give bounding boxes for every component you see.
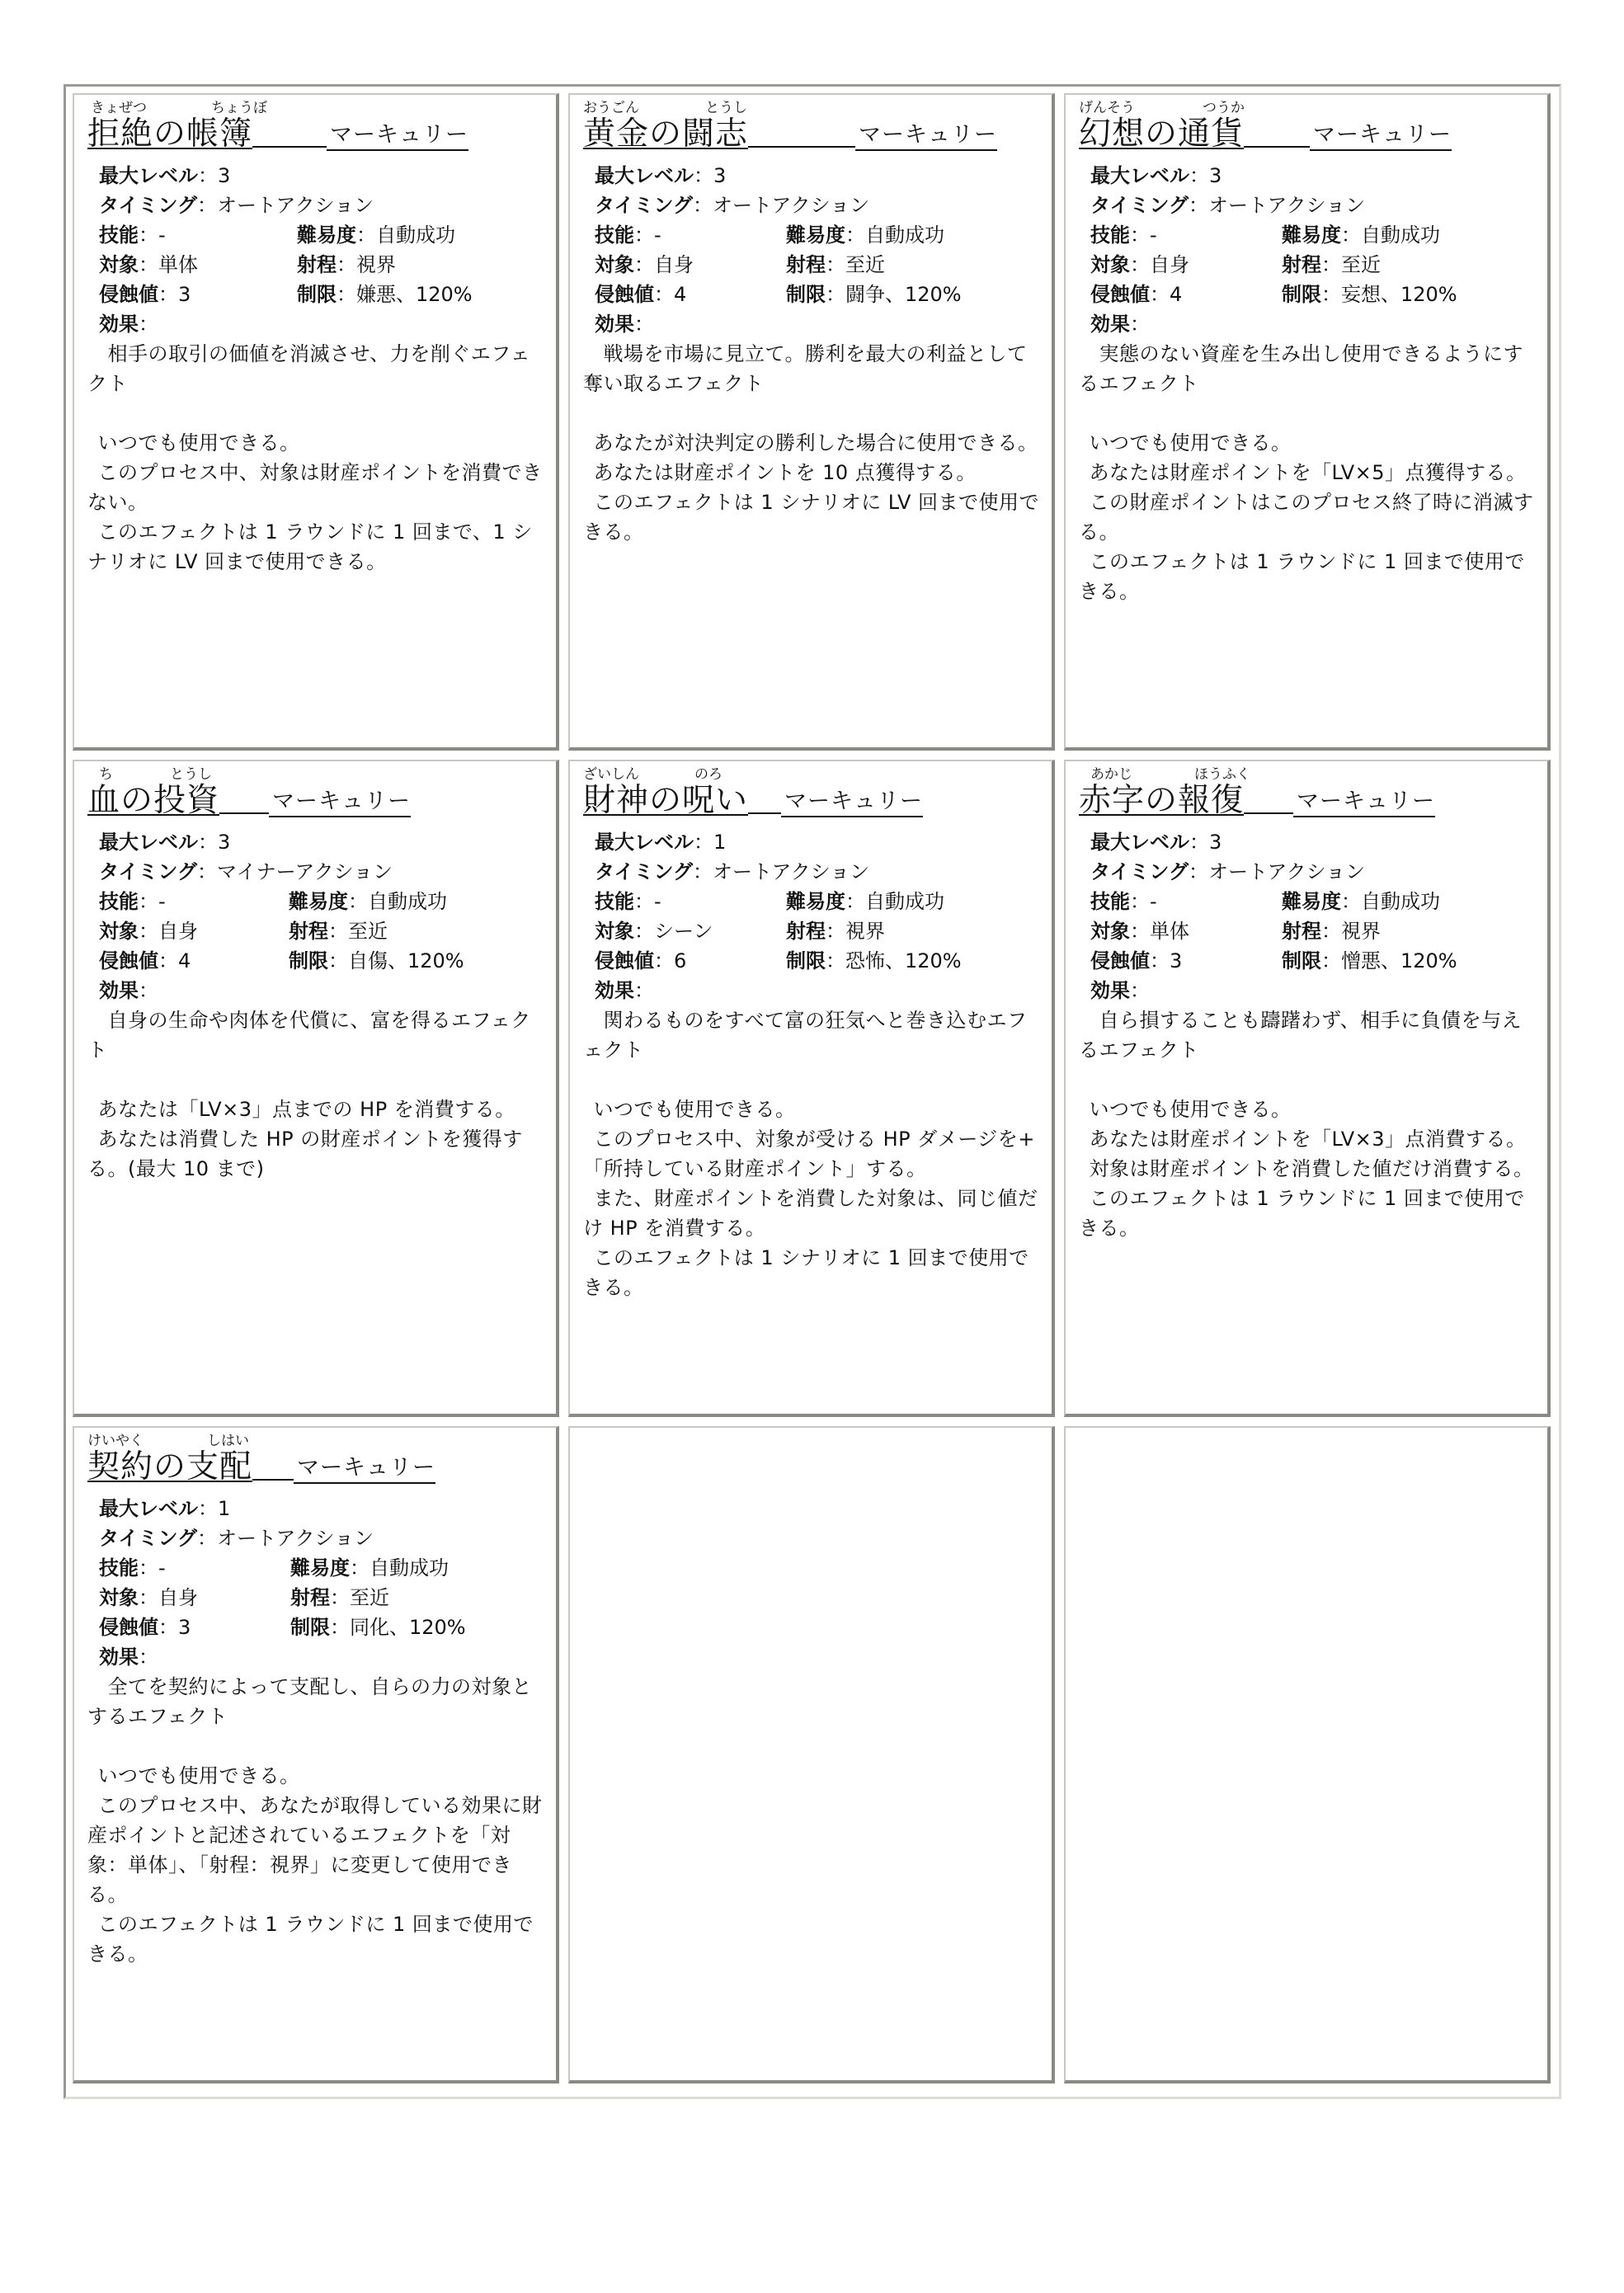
furigana-text: ざいしん <box>583 766 639 783</box>
effect-text <box>87 339 549 577</box>
stat-max-level: 最大レベル：3 <box>1090 831 1222 854</box>
effect-title: 契約の支配 <box>87 1448 253 1486</box>
stat-effect-label: 効果： <box>595 979 654 1002</box>
class-name: マーキュリー <box>327 121 468 151</box>
flavor-text: 自ら損することも躊躇わず、相手に負債を与えるエフェクト <box>1079 1009 1523 1062</box>
flavor-text: 関わるものをすべて富の狂気へと巻き込むエフェクト <box>583 1009 1028 1062</box>
stat-target-range: 対象：単体 射程：視界 <box>99 253 396 276</box>
effect-title: 赤字の報復 <box>1079 782 1245 819</box>
stat-effect-label: 効果： <box>595 313 654 336</box>
effect-line: この財産ポイントはこのプロセス終了時に消滅する。 <box>1079 491 1534 544</box>
title-underline-extension <box>748 806 781 814</box>
effect-lines <box>583 1095 1045 1302</box>
effect-line: このエフェクトは 1 ラウンドに 1 回まで使用できる。 <box>1079 550 1525 603</box>
stat-max-level: 最大レベル：3 <box>1090 164 1222 187</box>
stat-target-range: 対象：自身 射程：至近 <box>1090 253 1381 276</box>
stat-erosion-limit: 侵蝕値：3 制限：同化、120% <box>99 1616 466 1639</box>
stat-target-range: 対象：自身 射程：至近 <box>595 253 885 276</box>
effect-line: このプロセス中、あなたが取得している効果に財産ポイントと記述されているエフェクトを「対象：単体」、「射程：視界」に変更して使用できる。 <box>87 1794 543 1906</box>
effect-card-3 <box>1064 93 1551 751</box>
effect-title: 財神の呪い <box>583 782 749 819</box>
effect-title: 幻想の通貨 <box>1079 115 1245 153</box>
furigana-text: ほうふく <box>1194 766 1250 783</box>
stat-block <box>99 161 473 339</box>
stat-skill-difficulty: 技能：- 難易度：自動成功 <box>99 1556 449 1580</box>
stat-erosion-limit: 侵蝕値：6 制限：恐怖、120% <box>595 949 962 972</box>
effect-card-5 <box>568 760 1055 1417</box>
flavor-text: 戦場を市場に見立て。勝利を最大の利益として奪い取るエフェクト <box>583 342 1028 395</box>
stat-max-level: 最大レベル：1 <box>595 831 727 854</box>
stat-block <box>595 161 962 339</box>
card-header <box>87 766 549 824</box>
title-row <box>583 781 923 821</box>
class-name: マーキュリー <box>269 788 411 817</box>
effect-lines <box>1079 1095 1541 1243</box>
stat-erosion-limit: 侵蝕値：4 制限：闘争、120% <box>595 283 962 306</box>
stat-skill-difficulty: 技能：- 難易度：自動成功 <box>595 224 944 247</box>
card-header <box>1079 766 1541 824</box>
title-underline-extension <box>748 139 855 148</box>
effect-line: このエフェクトは 1 シナリオに 1 回まで使用できる。 <box>583 1246 1029 1299</box>
effect-title: 血の投資 <box>87 782 220 819</box>
class-name: マーキュリー <box>1293 788 1435 817</box>
effect-line: いつでも使用できる。 <box>87 1764 300 1787</box>
title-row <box>87 1448 435 1487</box>
stat-timing: タイミング：オートアクション <box>1090 860 1366 883</box>
effect-lines <box>87 428 549 577</box>
stat-effect-label: 効果： <box>99 1646 158 1669</box>
title-underline-extension <box>1244 139 1310 148</box>
stat-block <box>1090 827 1457 1005</box>
stat-target-range: 対象：単体 射程：視界 <box>1090 920 1381 943</box>
effect-card-7 <box>73 1426 559 2083</box>
stat-skill-difficulty: 技能：- 難易度：自動成功 <box>595 890 944 913</box>
stat-effect-label: 効果： <box>1090 313 1150 336</box>
effect-text <box>583 339 1045 547</box>
card-sheet <box>64 84 1561 2099</box>
effect-card-1 <box>73 93 559 751</box>
effect-line: あなたは財産ポイントを「LV×3」点消費する。 <box>1079 1128 1527 1151</box>
furigana-text: きょぜつ <box>91 100 147 116</box>
effect-title: 拒絶の帳簿 <box>87 115 253 153</box>
stat-target-range: 対象：自身 射程：至近 <box>99 920 388 943</box>
stat-erosion-limit: 侵蝕値：3 制限：憎悪、120% <box>1090 949 1457 972</box>
stat-block <box>1090 161 1457 339</box>
title-underline-extension <box>1244 806 1293 814</box>
effect-line: あなたが対決判定の勝利した場合に使用できる。 <box>583 431 1038 454</box>
flavor-text: 自身の生命や肉体を代償に、富を得るエフェクト <box>87 1009 531 1062</box>
effect-line: このエフェクトは 1 ラウンドに 1 回まで、1 シナリオに LV 回まで使用できる。 <box>87 520 533 573</box>
flavor-text: 全てを契約によって支配し、自らの力の対象とするエフェクト <box>87 1675 532 1728</box>
stat-timing: タイミング：オートアクション <box>99 194 374 217</box>
title-underline-extension <box>252 139 327 148</box>
stat-block <box>99 1494 466 1672</box>
stat-target-range: 対象：自身 射程：至近 <box>99 1586 389 1609</box>
class-name: マーキュリー <box>855 121 997 151</box>
effect-line: いつでも使用できる。 <box>1079 431 1292 454</box>
empty-card-slot <box>1064 1426 1551 2083</box>
title-underline-extension <box>219 806 269 814</box>
card-header <box>1079 100 1541 158</box>
effect-line: このエフェクトは 1 ラウンドに 1 回まで使用できる。 <box>1079 1187 1525 1240</box>
effect-lines <box>583 428 1045 547</box>
stat-timing: タイミング：オートアクション <box>1090 194 1366 217</box>
class-name: マーキュリー <box>781 788 923 817</box>
furigana-text: とうし <box>705 100 747 116</box>
furigana-text: おうごん <box>583 100 639 116</box>
title-row <box>583 115 997 154</box>
effect-line: このプロセス中、対象が受ける HP ダメージを+「所持している財産ポイント」する。 <box>583 1128 1035 1180</box>
effect-line: このエフェクトは 1 ラウンドに 1 回まで使用できる。 <box>87 1913 534 1966</box>
stat-skill-difficulty: 技能：- 難易度：自動成功 <box>1090 224 1440 247</box>
card-header <box>583 100 1045 158</box>
effect-line: また、財産ポイントを消費した対象は、同じ値だけ HP を消費する。 <box>583 1187 1038 1240</box>
effect-line: いつでも使用できる。 <box>87 431 300 454</box>
effect-line: このプロセス中、対象は財産ポイントを消費できない。 <box>87 461 543 514</box>
furigana-text: とうし <box>170 766 212 783</box>
flavor-text: 相手の取引の価値を消滅させ、力を削ぐエフェクト <box>87 342 531 395</box>
furigana-text: しはい <box>207 1433 249 1449</box>
stat-timing: タイミング：マイナーアクション <box>99 860 393 883</box>
effect-text <box>1079 1005 1541 1243</box>
title-row <box>87 781 411 821</box>
furigana-text: けいやく <box>87 1433 144 1449</box>
stat-target-range: 対象：シーン 射程：視界 <box>595 920 885 943</box>
effect-line: あなたは財産ポイントを 10 点獲得する。 <box>583 461 977 484</box>
title-row <box>87 115 468 154</box>
title-underline-extension <box>252 1472 294 1481</box>
furigana-text: つうか <box>1203 100 1245 116</box>
effect-text <box>87 1672 549 1969</box>
stat-timing: タイミング：オートアクション <box>595 194 870 217</box>
stat-timing: タイミング：オートアクション <box>595 860 870 883</box>
furigana-text: ち <box>99 766 113 783</box>
effect-line: このエフェクトは 1 シナリオに LV 回まで使用できる。 <box>583 491 1039 544</box>
stat-block <box>99 827 464 1005</box>
stat-max-level: 最大レベル：1 <box>99 1497 231 1520</box>
stat-timing: タイミング：オートアクション <box>99 1527 374 1550</box>
effect-card-6 <box>1064 760 1551 1417</box>
effect-line: いつでも使用できる。 <box>1079 1098 1292 1121</box>
effect-lines <box>1079 428 1541 606</box>
card-grid <box>73 93 1551 2083</box>
effect-text <box>583 1005 1045 1302</box>
flavor-text: 実態のない資産を生み出し使用できるようにするエフェクト <box>1079 342 1523 395</box>
stat-erosion-limit: 侵蝕値：3 制限：嫌悪、120% <box>99 283 473 306</box>
stat-skill-difficulty: 技能：- 難易度：自動成功 <box>99 224 455 247</box>
effect-line: あなたは消費した HP の財産ポイントを獲得する。(最大 10 まで) <box>87 1128 523 1180</box>
effect-card-4 <box>73 760 559 1417</box>
card-header <box>87 100 549 158</box>
title-row <box>1079 781 1435 821</box>
effect-text <box>87 1005 549 1184</box>
class-name: マーキュリー <box>1310 121 1452 151</box>
stat-skill-difficulty: 技能：- 難易度：自動成功 <box>99 890 447 913</box>
furigana-text: のろ <box>694 766 723 783</box>
stat-max-level: 最大レベル：3 <box>595 164 727 187</box>
effect-line: いつでも使用できる。 <box>583 1098 796 1121</box>
stat-effect-label: 効果： <box>99 979 158 1002</box>
stat-erosion-limit: 侵蝕値：4 制限：妄想、120% <box>1090 283 1457 306</box>
empty-card-slot <box>568 1426 1055 2083</box>
stat-effect-label: 効果： <box>99 313 158 336</box>
stat-erosion-limit: 侵蝕値：4 制限：自傷、120% <box>99 949 464 972</box>
furigana-text: ちょうぼ <box>211 100 267 116</box>
card-header <box>583 766 1045 824</box>
stat-max-level: 最大レベル：3 <box>99 164 231 187</box>
stat-block <box>595 827 962 1005</box>
effect-title: 黄金の闘志 <box>583 115 749 153</box>
class-name: マーキュリー <box>294 1454 435 1484</box>
effect-card-2 <box>568 93 1055 751</box>
stat-effect-label: 効果： <box>1090 979 1150 1002</box>
effect-line: 対象は財産ポイントを消費した値だけ消費する。 <box>1079 1157 1534 1180</box>
furigana-text: あかじ <box>1090 766 1132 783</box>
stat-max-level: 最大レベル：3 <box>99 831 231 854</box>
effect-lines <box>87 1761 549 1969</box>
stat-skill-difficulty: 技能：- 難易度：自動成功 <box>1090 890 1440 913</box>
furigana-text: げんそう <box>1079 100 1135 116</box>
title-row <box>1079 115 1452 154</box>
effect-line: あなたは「LV×3」点までの HP を消費する。 <box>87 1098 515 1121</box>
card-header <box>87 1433 549 1490</box>
effect-text <box>1079 339 1541 606</box>
effect-lines <box>87 1095 549 1184</box>
effect-line: あなたは財産ポイントを「LV×5」点獲得する。 <box>1079 461 1527 484</box>
